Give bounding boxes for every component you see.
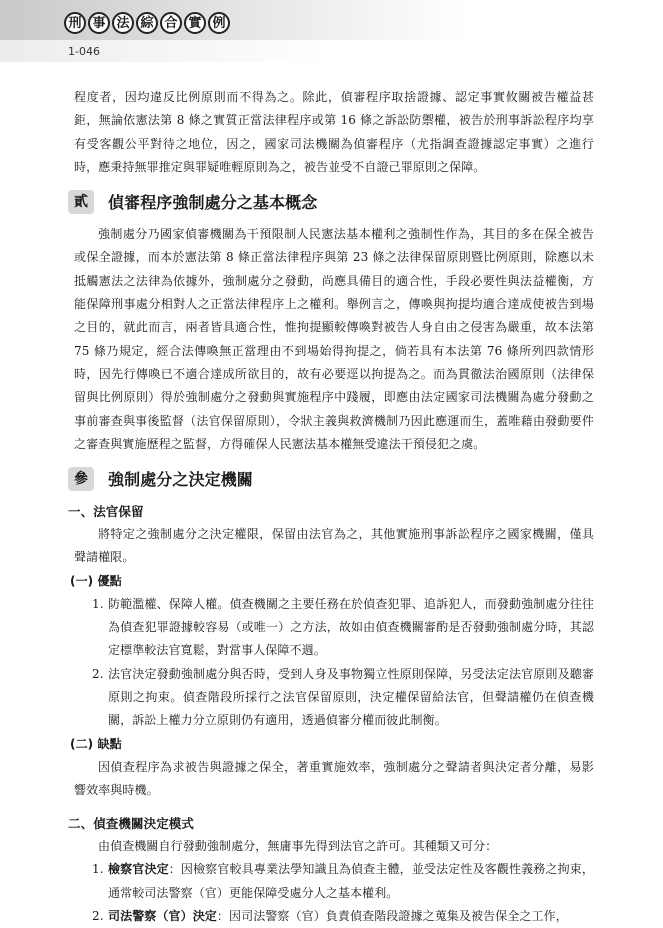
section-heading-2 xyxy=(68,187,594,217)
title-char: 事 xyxy=(88,12,110,34)
item-body: ：因檢察官較具專業法學知識且為偵查主體，並受法定性及客觀性義務之拘束，通常較司法警察（官）更能保障受處分人之基本權利。 xyxy=(108,862,594,900)
paragraph: 因偵查程序為求被告與證據之保全，著重實施效率，強制處分之聲請者與決定者分離，易影響效率與時機。 xyxy=(74,759,594,797)
list-item xyxy=(74,593,594,663)
paragraph: 將特定之強制處分之決定權限，保留由法官為之，其他實施刑事訴訟程序之國家機關，僅具聲請權限。 xyxy=(74,527,594,565)
title-char: 實 xyxy=(184,12,206,34)
section-badge: 貳 xyxy=(68,190,94,214)
list-item xyxy=(74,858,594,905)
item-text xyxy=(108,858,594,905)
subheading-pros: (一) 優點 xyxy=(70,573,122,588)
title-char: 刑 xyxy=(64,12,86,34)
item-label: 檢察官決定 xyxy=(108,862,169,877)
page-number: 1-046 xyxy=(68,45,100,58)
subheading-investigation-model: 二、偵查機關決定模式 xyxy=(68,816,195,832)
list-item xyxy=(74,905,594,928)
title-char: 綜 xyxy=(136,12,158,34)
section-badge: 參 xyxy=(68,467,94,491)
title-char: 例 xyxy=(208,12,230,34)
intro-paragraph: 程度者，因均違反比例原則而不得為之。除此，偵審程序取捨證據、認定事實攸關被告權益甚鉅，無論依憲法第 8 條之實質正當法律程序或第 16 條之訴訟防禦權，被告於刑事訴訟程序均享有受客觀公平對待之地位，因之，國家司法機關為偵審程序（尤指調查證據認定事實）之進行時，應秉持無罪推定與罪疑唯輕原則為之，被告並受不自證己罪原則之保障。 xyxy=(74,90,594,174)
title-char: 合 xyxy=(160,12,182,34)
section-title: 強制處分之決定機關 xyxy=(108,469,253,489)
item-text: 防範濫權、保障人權。偵查機關之主要任務在於偵查犯罪、追訴犯人，而發動強制處分往往為偵查犯罪證據較容易（或唯一）之方法，故如由偵查機關審酌是否發動強制處分時，其認定標準較法官寬鬆，對當事人保障不週。 xyxy=(108,596,594,658)
item-number: 1. xyxy=(92,596,104,611)
title-char: 法 xyxy=(112,12,134,34)
book-title xyxy=(64,12,230,34)
item-number: 2. xyxy=(92,909,104,924)
page-content xyxy=(68,86,594,928)
subheading-cons: (二) 缺點 xyxy=(70,736,122,751)
item-number: 2. xyxy=(92,666,104,681)
section-heading-3 xyxy=(68,464,594,494)
section-title: 偵審程序強制處分之基本概念 xyxy=(108,192,318,212)
item-text xyxy=(108,905,594,928)
section-body: 強制處分乃國家偵審機關為干預限制人民憲法基本權利之強制性作為，其目的多在保全被告或保全證據，而本於憲法第 8 條正當法律程序與第 23 條之法律保留原則暨比例原則，除應以未抵觸憲法之法律為依據外，強制處分之發動，尚應具備目的適合性，手段必要性與法益權衡，方能保障刑事處分相對人之正當法律程序上之權利。舉例言之，傳喚與拘提均適合達成使被告到場之目的，就此而言，兩者皆具適合性，惟拘提顯較傳喚對被告人身自由之侵害為嚴重，故本法第 75 條乃規定，經合法傳喚無正當理由不到場始得拘提之，倘若具有本法第 76 條所列四款情形時，因先行傳喚已不適合達成所欲目的，故有必要逕以拘提為之。而為貫徹法治國原則（法律保留與比例原則）得於強制處分之發動與實施程序中踐履，即應由法定國家司法機關為處分發動之事前審查與事後監督（法官保留原則），令狀主義與救濟機制乃因此應運而生，蓋唯藉由發動要件之審查與實施歷程之監督，方得確保人民憲法基本權無受違法干預侵犯之虞。 xyxy=(74,227,594,451)
item-number: 1. xyxy=(92,862,104,877)
subheading-judge-reservation: 一、法官保留 xyxy=(68,504,144,520)
item-text: 法官決定發動強制處分與否時，受到人身及事物獨立性原則保障，另受法定法官原則及聽審原則之拘束。偵查階段所採行之法官保留原則，決定權保留給法官，但聲請權仍在偵查機關，訴訟上權力分立原則仍有適用，透過偵審分權而彼此制衡。 xyxy=(108,666,594,728)
list-item xyxy=(74,663,594,733)
paragraph: 由偵查機關自行發動強制處分，無庸事先得到法官之許可。其種類又可分： xyxy=(98,839,498,854)
item-body: ：因司法警察（官）負責偵查階段證據之蒐集及被告保全之工作， xyxy=(216,909,568,924)
item-label: 司法警察（官）決定 xyxy=(108,909,217,924)
